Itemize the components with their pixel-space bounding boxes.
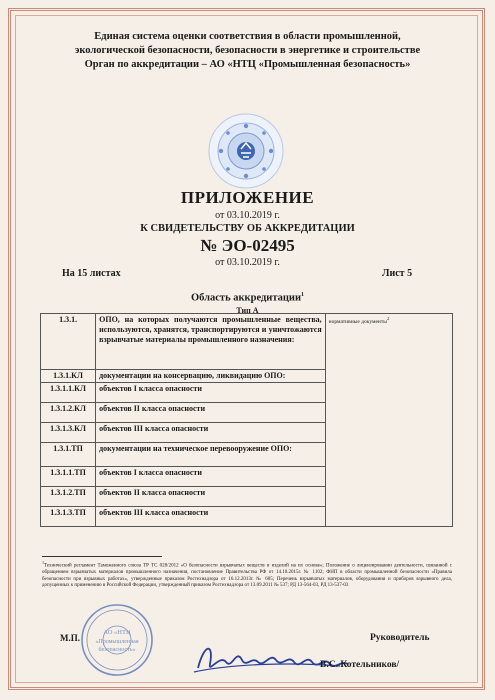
certificate-reference: К СВИДЕТЕЛЬСТВУ ОБ АККРЕДИТАЦИИ [140, 223, 355, 234]
sheet-number: Лист 5 [382, 268, 413, 279]
stamp-place-label: М.П. [60, 633, 80, 643]
header-line-1: Единая система оценки соответствия в области промышленной, [94, 31, 401, 42]
row-number: 1.3.1.2.ТП [41, 487, 96, 507]
svg-text:«Промышленная: «Промышленная [95, 639, 139, 645]
row-number: 1.3.1.1.КЛ [41, 383, 96, 403]
normative-docs-cell [325, 314, 452, 527]
certificate-number: № ЭО-02495 [200, 236, 295, 255]
row-number: 1.3.1.3.КЛ [41, 423, 96, 443]
row-number: 1.3.1.КЛ [41, 370, 96, 383]
row-description: объектов III класса опасности [96, 507, 326, 527]
document-header [30, 30, 465, 72]
area-footnote-mark: 1 [301, 292, 305, 298]
appendix-date: от 03.10.2019 г. [215, 210, 280, 221]
accreditation-emblem-icon [207, 112, 285, 190]
row-description: документации на техническое перевооружение ОПО: [96, 443, 326, 467]
scope-table [40, 313, 453, 527]
footnote-divider [42, 556, 162, 557]
row-number: 1.3.1.3.ТП [41, 507, 96, 527]
header-line-2: экологической безопасности, безопасности в энергетике и строительстве [74, 45, 421, 56]
row-description: документации на консервацию, ликвидацию ОПО: [96, 370, 326, 383]
accreditation-area-heading [0, 292, 495, 304]
accreditation-type: Тип А [236, 306, 259, 315]
normative-docs-mark: 2 [386, 316, 390, 321]
certificate-date: от 03.10.2019 г. [215, 257, 280, 268]
row-number: 1.3.1.1.ТП [41, 467, 96, 487]
header-line-3: Орган по аккредитации – АО «НТЦ «Промышленная безопасность» [84, 59, 411, 70]
row-description: ОПО, на которых получаются промышленные вещества, используются, хранятся, транспортируются и уничтожаются взрывчатые материалы промышленного назначения: [96, 314, 326, 370]
appendix-title: ПРИЛОЖЕНИЕ [180, 188, 315, 207]
row-description: объектов II класса опасности [96, 403, 326, 423]
footnote-mark: 1 [42, 560, 44, 565]
normative-docs-label: нормативные документы [328, 318, 387, 325]
handwritten-signature-icon [190, 634, 370, 680]
row-description: объектов III класса опасности [96, 423, 326, 443]
row-number: 1.3.1. [41, 314, 96, 370]
table-row [41, 314, 453, 370]
footnote-text: Технический регламент Таможенного союза ТР ТС 028/2012 «О безопасности взрывчатых веществ и изделий на их основе»; Положение о лицензировании деятельности, связанной с обращением взрывчатых материалов промышленного назначения, постановление Правительства РФ от 14.10.2015г. № 1102; ФНП в области промышленной безопасности «Правила безопасности при взрывных работах», утвержденные приказом Ростехнадзора от 16.12.2013г. № 605; Перечень взрывчатых материалов, оборудования и приборов взрывного дела, допущенных к применению в Российской Федерации, утвержденный приказом Ростехнадзора от 13.09.2011 № 537; РД 13-564-03, РД 13-537-03 [42, 563, 452, 589]
signatory-role: Руководитель [370, 633, 430, 643]
footnote [42, 560, 452, 590]
signatory-name: В.С. Котельников/ [320, 660, 400, 670]
organization-stamp-icon [80, 603, 154, 677]
row-description: объектов I класса опасности [96, 467, 326, 487]
svg-text:АО «НТЦ: АО «НТЦ [103, 629, 131, 636]
area-label: Область аккредитации [190, 292, 302, 304]
row-number: 1.3.1.2.КЛ [41, 403, 96, 423]
row-number: 1.3.1.ТП [41, 443, 96, 467]
total-sheets: На 15 листах [62, 268, 121, 279]
svg-text:безопасность»: безопасность» [98, 647, 136, 653]
row-description: объектов I класса опасности [96, 383, 326, 403]
row-description: объектов II класса опасности [96, 487, 326, 507]
